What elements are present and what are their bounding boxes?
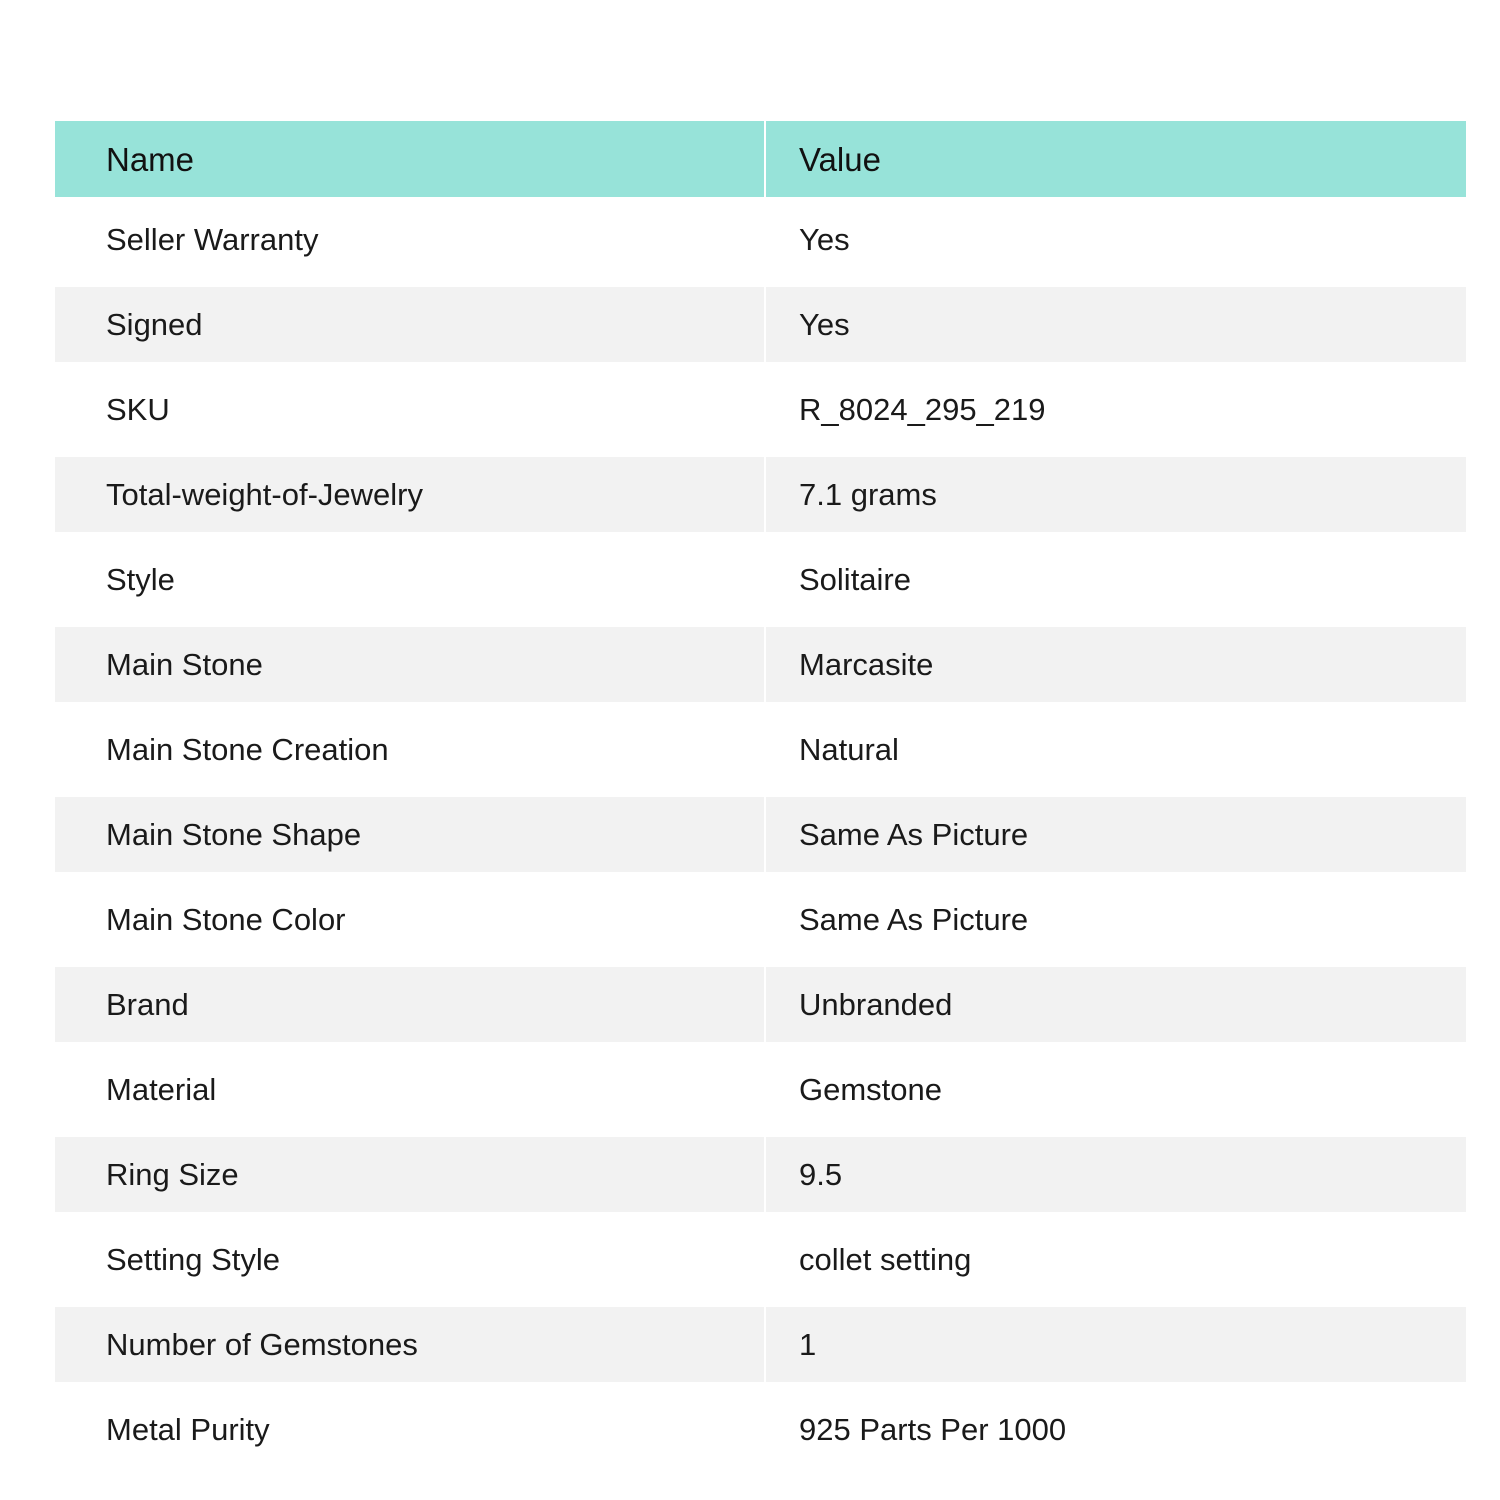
table-row [55, 877, 1466, 962]
row-name-cell: Main Stone [55, 622, 766, 707]
row-name-cell: Total-weight-of-Jewelry [55, 452, 766, 537]
table-row [55, 1387, 1466, 1472]
row-name-cell: Ring Size [55, 1132, 766, 1217]
table-row [55, 1047, 1466, 1132]
table-row [55, 1217, 1466, 1302]
table-row [55, 1132, 1466, 1217]
row-name-cell: Seller Warranty [55, 197, 766, 282]
row-value-cell: collet setting [766, 1217, 1466, 1302]
row-name-cell: Main Stone Shape [55, 792, 766, 877]
table-row [55, 197, 1466, 282]
row-name-cell: Main Stone Color [55, 877, 766, 962]
row-name-cell: Setting Style [55, 1217, 766, 1302]
table-row [55, 537, 1466, 622]
table-row [55, 1302, 1466, 1387]
row-name-cell: Signed [55, 282, 766, 367]
row-name-cell: Style [55, 537, 766, 622]
table-header-row [55, 121, 1466, 197]
row-name-cell: Material [55, 1047, 766, 1132]
row-value-cell: Yes [766, 282, 1466, 367]
row-value-cell: Gemstone [766, 1047, 1466, 1132]
row-value-cell: R_8024_295_219 [766, 367, 1466, 452]
row-value-cell: Same As Picture [766, 792, 1466, 877]
table-row [55, 282, 1466, 367]
table-row [55, 452, 1466, 537]
row-name-cell: Metal Purity [55, 1387, 766, 1472]
table-header [55, 121, 1466, 197]
row-value-cell: 9.5 [766, 1132, 1466, 1217]
row-name-cell: Number of Gemstones [55, 1302, 766, 1387]
table-row [55, 367, 1466, 452]
specifications-table [55, 121, 1466, 1472]
row-value-cell: Marcasite [766, 622, 1466, 707]
row-name-cell: Main Stone Creation [55, 707, 766, 792]
table-row [55, 792, 1466, 877]
table-row [55, 707, 1466, 792]
column-header-name: Name [55, 121, 766, 197]
row-name-cell: SKU [55, 367, 766, 452]
row-value-cell: 925 Parts Per 1000 [766, 1387, 1466, 1472]
row-value-cell: Same As Picture [766, 877, 1466, 962]
row-value-cell: Solitaire [766, 537, 1466, 622]
row-value-cell: 1 [766, 1302, 1466, 1387]
row-value-cell: 7.1 grams [766, 452, 1466, 537]
row-name-cell: Brand [55, 962, 766, 1047]
column-header-value: Value [766, 121, 1466, 197]
row-value-cell: Natural [766, 707, 1466, 792]
table-body [55, 197, 1466, 1472]
row-value-cell: Unbranded [766, 962, 1466, 1047]
table-row [55, 962, 1466, 1047]
table-row [55, 622, 1466, 707]
row-value-cell: Yes [766, 197, 1466, 282]
